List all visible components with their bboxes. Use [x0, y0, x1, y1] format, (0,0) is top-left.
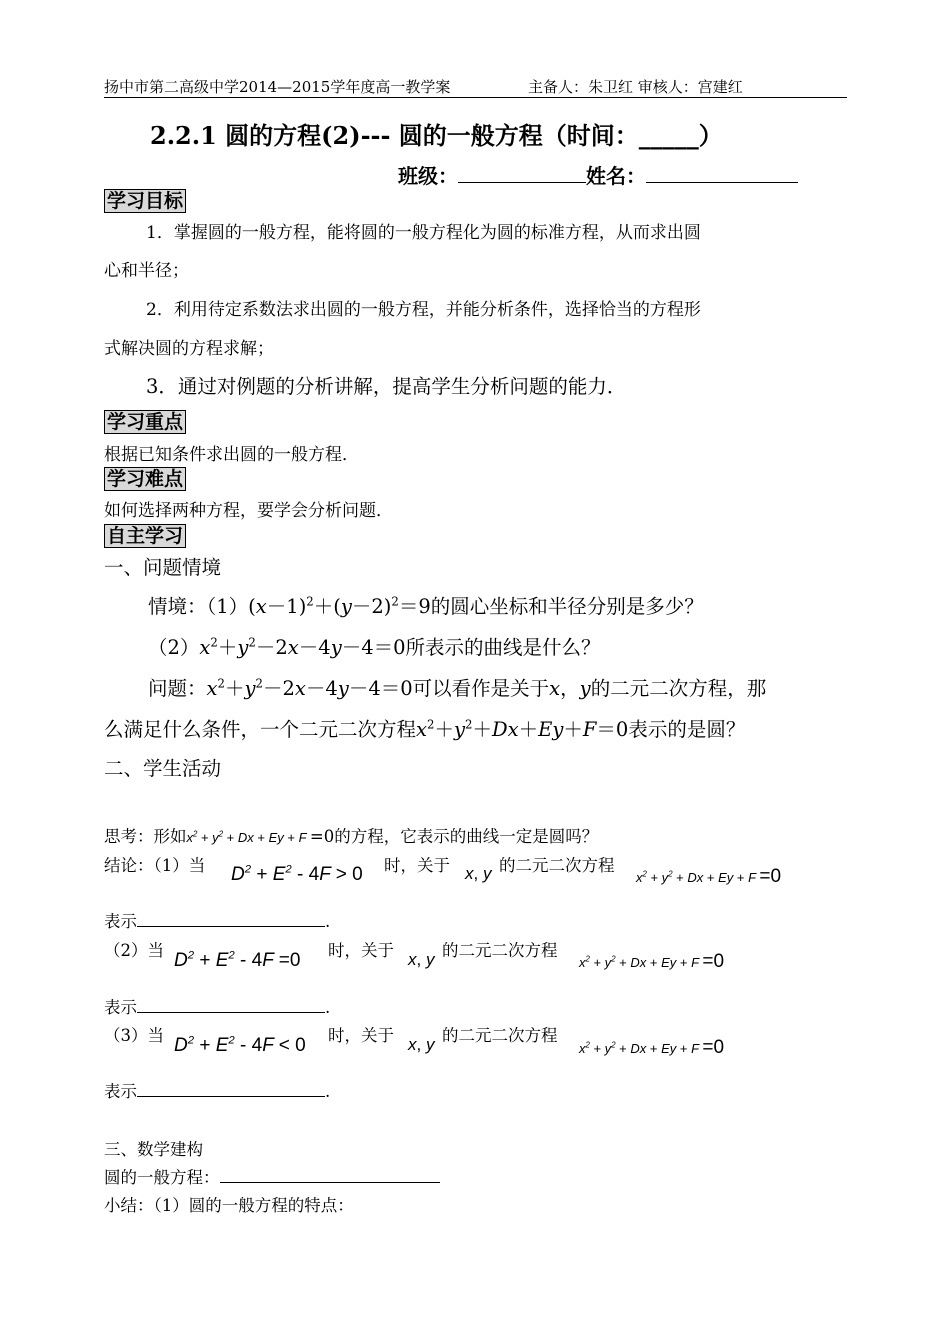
represents-3-period: . — [325, 1082, 331, 1101]
question-mid: 可以看作是关于 — [412, 677, 550, 700]
conclusion-1-binary: 的二元二次方程 — [499, 856, 615, 875]
scene2-rest: 所表示的曲线是什么？ — [405, 636, 601, 659]
part1-heading: 一、问题情境 — [104, 556, 222, 579]
question-line2-a: 么满足什么条件，一个二元二次方程 — [104, 718, 417, 741]
conclusion-2-binary: 的二元二次方程 — [442, 941, 558, 960]
represents-1-blank — [137, 926, 325, 927]
question-vars: x，y — [549, 677, 591, 700]
question-general-equation: $x^2+y^2+Dx+Ey+F=0$ — [416, 717, 629, 741]
condition-1: $D^2 + E^2 - 4F > 0$ — [231, 863, 363, 885]
represents-2-blank — [137, 1012, 325, 1013]
question-line2-b: 表示的是圆？ — [628, 718, 746, 741]
think-line — [104, 823, 598, 847]
represents-3-label: 表示 — [104, 1082, 137, 1101]
scene-2 — [148, 632, 601, 660]
conclusion-2-vars: x, y — [408, 950, 435, 969]
key-points-text: 根据已知条件求出圆的一般方程． — [104, 445, 359, 465]
general-equation-blank — [220, 1182, 440, 1183]
scene1-rest: 的圆心坐标和半径分别是多少？ — [430, 595, 704, 618]
goal-2b: 式解决圆的方程求解； — [104, 339, 274, 359]
think-label: 思考：形如 — [104, 827, 187, 846]
goal-3: 3．通过对例题的分析讲解，提高学生分析问题的能力． — [146, 375, 627, 398]
part3-heading: 三、数学建构 — [104, 1140, 203, 1159]
represents-1-label: 表示 — [104, 912, 137, 931]
conclusion-1-about: 时，关于 — [384, 856, 450, 875]
represents-3-blank — [137, 1096, 325, 1097]
represents-1-period: . — [325, 912, 331, 931]
scene2-label: （2） — [148, 636, 200, 659]
general-equation-label: 圆的一般方程： — [104, 1168, 220, 1187]
conclusion-2-label: （2）当 — [104, 941, 164, 960]
class-blank — [458, 182, 586, 183]
goal-1b: 心和半径； — [104, 261, 189, 281]
scene1-label: 情境：（1） — [148, 595, 249, 618]
name-label: 姓名： — [586, 164, 646, 188]
condition-3: $D^2 + E^2 - 4F < 0$ — [174, 1034, 306, 1056]
class-label: 班级： — [398, 164, 458, 188]
scene2-equation: $x^2+y^2-2x-4y-4=0$ — [199, 635, 406, 659]
conclusion-3-label: （3）当 — [104, 1026, 164, 1045]
scene-1 — [148, 591, 704, 619]
question-line-2 — [104, 714, 745, 742]
conclusion-3-represents — [104, 1078, 330, 1102]
question-line-1 — [148, 673, 766, 701]
conclusion-1-label: 结论：（1）当 — [104, 856, 206, 875]
think-equation: $x^2 + y^2 + Dx + Ey + F$ — [186, 829, 310, 845]
header-rule — [104, 97, 847, 98]
conclusion-3-binary: 的二元二次方程 — [442, 1026, 558, 1045]
conclusion-1-vars: x, y — [465, 864, 492, 883]
header-right: 主备人：朱卫红 审核人：宫建红 — [528, 78, 743, 96]
represents-2-label: 表示 — [104, 998, 137, 1017]
part2-heading: 二、学生活动 — [104, 757, 222, 780]
goal-2a: 2．利用待定系数法求出圆的一般方程，并能分析条件，选择恰当的方程形 — [146, 300, 701, 320]
conclusion-1-equation: $x^2 + y^2 + Dx + Ey + F =0$ — [636, 866, 782, 887]
question-label: 问题： — [148, 677, 207, 700]
self-study-heading: 自主学习 — [104, 524, 186, 548]
header-left: 扬中市第二高级中学2014—2015学年度高一教学案 — [104, 78, 451, 96]
class-name-line — [398, 160, 798, 189]
question-end: 的二元二次方程，那 — [590, 677, 767, 700]
scene1-equation: $(x-1)^2+(y-2)^2=9$ — [248, 594, 431, 618]
summary-line: 小结：（1）圆的一般方程的特点： — [104, 1196, 354, 1215]
conclusion-2-represents — [104, 994, 330, 1018]
think-rest: 的方程，它表示的曲线一定是圆吗？ — [334, 827, 599, 846]
conclusion-2-about: 时，关于 — [328, 941, 394, 960]
key-points-heading: 学习重点 — [104, 410, 186, 434]
conclusion-3-about: 时，关于 — [328, 1026, 394, 1045]
think-equals: =0 — [309, 827, 335, 846]
goal-1a: 1．掌握圆的一般方程，能将圆的一般方程化为圆的标准方程，从而求出圆 — [146, 223, 701, 243]
conclusion-3-vars: x, y — [408, 1035, 435, 1054]
difficulties-text: 如何选择两种方程，要学会分析问题． — [104, 501, 393, 521]
represents-2-period: . — [325, 998, 331, 1017]
name-blank — [646, 182, 798, 183]
difficulties-heading: 学习难点 — [104, 467, 186, 491]
conclusion-2-equation: $x^2 + y^2 + Dx + Ey + F =0$ — [579, 951, 725, 972]
general-equation-line — [104, 1164, 440, 1188]
conclusion-3-equation: $x^2 + y^2 + Dx + Ey + F =0$ — [579, 1037, 725, 1058]
question-equation: $x^2+y^2-2x-4y-4=0$ — [206, 676, 413, 700]
goals-heading: 学习目标 — [104, 189, 186, 213]
condition-2: $D^2 + E^2 - 4F =0$ — [174, 949, 301, 971]
page-title: 2.2.1 圆的方程(2)--- 圆的一般方程（时间：_____） — [150, 121, 723, 150]
conclusion-1-represents — [104, 908, 330, 932]
